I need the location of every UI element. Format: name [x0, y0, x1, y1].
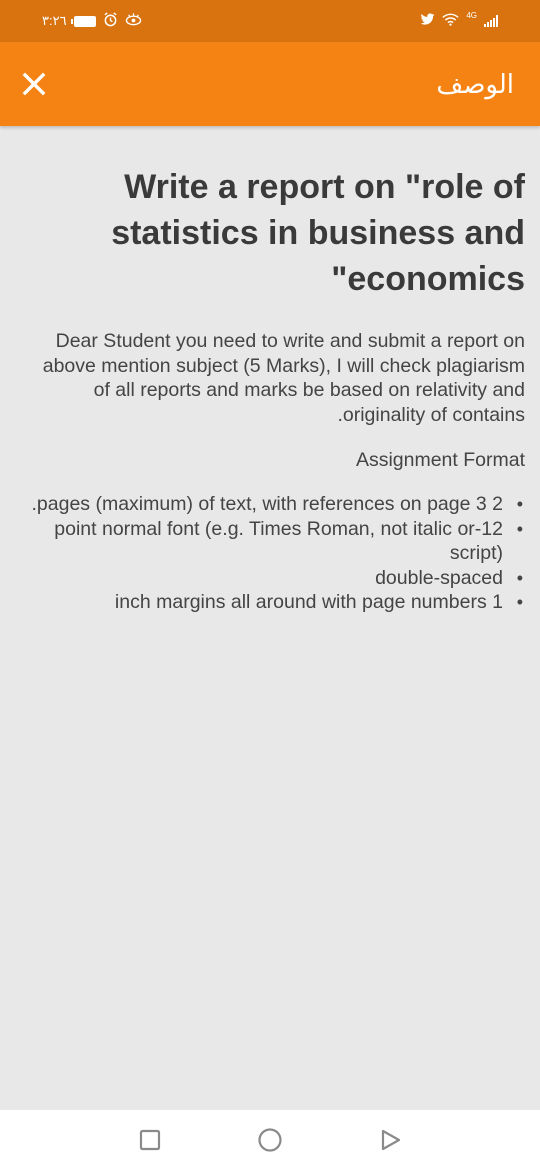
page-title: Write a report on "role of statistics in business and economics"	[111, 168, 525, 298]
home-button[interactable]	[256, 1126, 284, 1154]
format-list	[22, 492, 525, 615]
home-icon	[257, 1127, 283, 1153]
signal-icon	[484, 15, 498, 27]
battery-icon	[74, 16, 96, 27]
recents-icon	[138, 1128, 162, 1152]
list-item: • 2 pages (maximum) of text, with references on page 3.	[31, 493, 523, 515]
list-item-text: 1 inch margins all around with page numbers	[114, 591, 503, 613]
list-item: • 1 inch margins all around with page numbers	[114, 591, 523, 613]
status-left-group	[42, 12, 142, 30]
eye-comfort-icon	[125, 12, 142, 30]
list-item-text: double-spaced	[375, 566, 503, 589]
list-item: • double-spaced	[375, 566, 523, 589]
back-icon	[378, 1128, 402, 1152]
alarm-icon	[103, 12, 118, 30]
list-item: • 12-point normal font (e.g. Times Roman, not italic or script)	[54, 517, 523, 564]
description-content	[22, 162, 525, 615]
status-right-group	[420, 13, 498, 29]
status-bar	[0, 0, 540, 42]
close-button[interactable]	[14, 64, 54, 104]
close-icon	[21, 71, 47, 97]
back-button[interactable]	[376, 1126, 404, 1154]
format-heading: Assignment Format	[355, 449, 525, 471]
list-item-text: 2 pages (maximum) of text, with references on page 3.	[31, 493, 503, 515]
twitter-icon	[420, 13, 435, 29]
recents-button[interactable]	[136, 1126, 164, 1154]
app-bar	[0, 42, 540, 126]
list-item-text: 12-point normal font (e.g. Times Roman, not italic or script)	[54, 517, 503, 564]
intro-paragraph: Dear Student you need to write and submit a report on above mention subject (5 Marks), I will check plagiarism of all reports and marks be based on relativity and originality of contains.	[42, 330, 525, 426]
status-time: ٣:٢٦	[42, 13, 67, 28]
system-nav-bar	[0, 1110, 540, 1170]
wifi-icon	[442, 13, 459, 29]
network-type: 4G	[466, 11, 477, 20]
app-bar-title: الوصف	[436, 69, 514, 99]
